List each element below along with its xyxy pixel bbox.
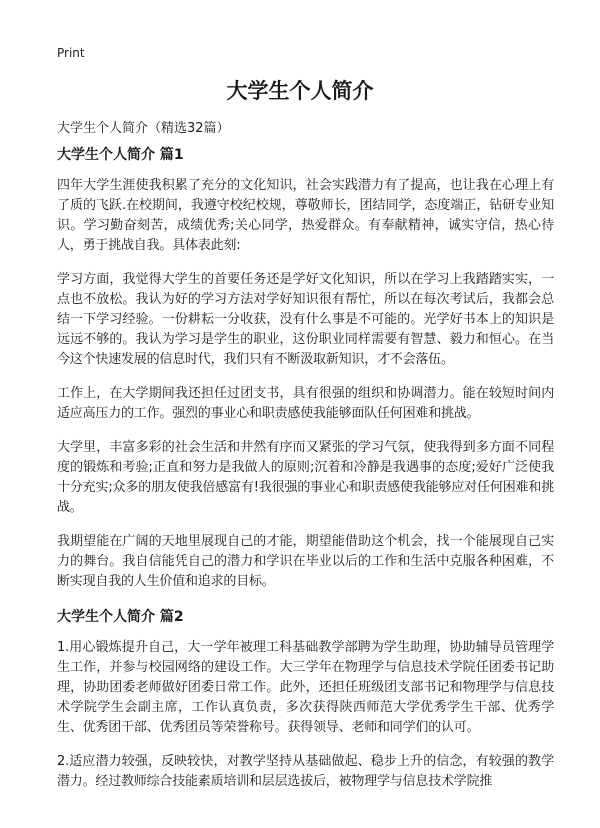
print-link[interactable]: Print bbox=[57, 46, 85, 60]
section-heading: 大学生个人简介 篇1 bbox=[57, 147, 184, 163]
paragraph: 四年大学生涯使我积累了充分的文化知识，社会实践潜力有了提高，也让我在心理上有了质的飞跃.在校期间，我遵守校纪校规，尊敬师长，团结同学，态度端正，钻研专业知识。学习勤奋刻苦，成绩优秀;关心同学，热爱群众。有奉献精神，诚实守信，热心待人，勇于挑战自我。具体表此刻: bbox=[57, 178, 554, 253]
paragraph: 2.适应潜力较强，反映较快，对教学坚持从基础做起、稳步上升的信念，有较强的教学潜力。经过教师综合技能素质培训和层层选拔后，被物理学与信息技术学院推 bbox=[57, 754, 554, 789]
paragraph: 我期望能在广阔的天地里展现自己的才能，期望能借助这个机会，找一个能展现自己实力的舞台。我自信能凭自己的潜力和学识在毕业以后的工作和生活中克服各种困难，不断实现自我的人生价值和追求的目标。 bbox=[57, 534, 554, 589]
document-subtitle: 大学生个人简介（精选32篇） bbox=[57, 121, 230, 136]
paragraph: 大学里，丰富多彩的社会生活和井然有序而又紧张的学习气氛，使我得到多方面不同程度的锻炼和考验;正直和努力是我做人的原则;沉着和冷静是我遇事的态度;爱好广泛使我十分充实;众多的朋友使我倍感富有!我很强的事业心和职责感使我能够应对任何困难和挑战。 bbox=[57, 440, 554, 515]
paragraph: 工作上，在大学期间我还担任过团支书，具有很强的组织和协调潜力。能在较短时间内适应高压力的工作。强烈的事业心和职责感使我能够面队任何困难和挑战。 bbox=[57, 386, 554, 421]
section-heading: 大学生个人简介 篇2 bbox=[57, 609, 184, 625]
document-body bbox=[57, 118, 554, 806]
section-1 bbox=[57, 144, 554, 592]
page-title: 大学生个人简介 bbox=[226, 79, 374, 103]
paragraph: 1.用心锻炼提升自己，大一学年被理工科基础教学部聘为学生助理，协助辅导员管理学生工作，并参与校园网络的建设工作。大三学年在物理学与信息技术学院任团委书记助理，协助团委老师做好团委日常工作。此外，还担任班级团支部书记和物理学与信息技术学院学生会副主席，工作认真负责，多次获得陕西师范大学优秀学生干部、优秀学生、优秀团干部、优秀团员等荣誉称号。获得领导、老师和同学们的认可。 bbox=[57, 640, 554, 735]
paragraph: 学习方面，我觉得大学生的首要任务还是学好文化知识，所以在学习上我踏踏实实，一点也不放松。我认为好的学习方法对学好知识很有帮忙，所以在每次考试后，我都会总结一下学习经验。一份耕耘一分收获，没有什么事是不可能的。光学好书本上的知识是远远不够的。我认为学习是学生的职业，这份职业同样需要有智慧、毅力和恒心。在当今这个快速发展的信息时代，我们只有不断汲取新知识，才不会落伍。 bbox=[57, 272, 554, 367]
section-2 bbox=[57, 606, 554, 792]
